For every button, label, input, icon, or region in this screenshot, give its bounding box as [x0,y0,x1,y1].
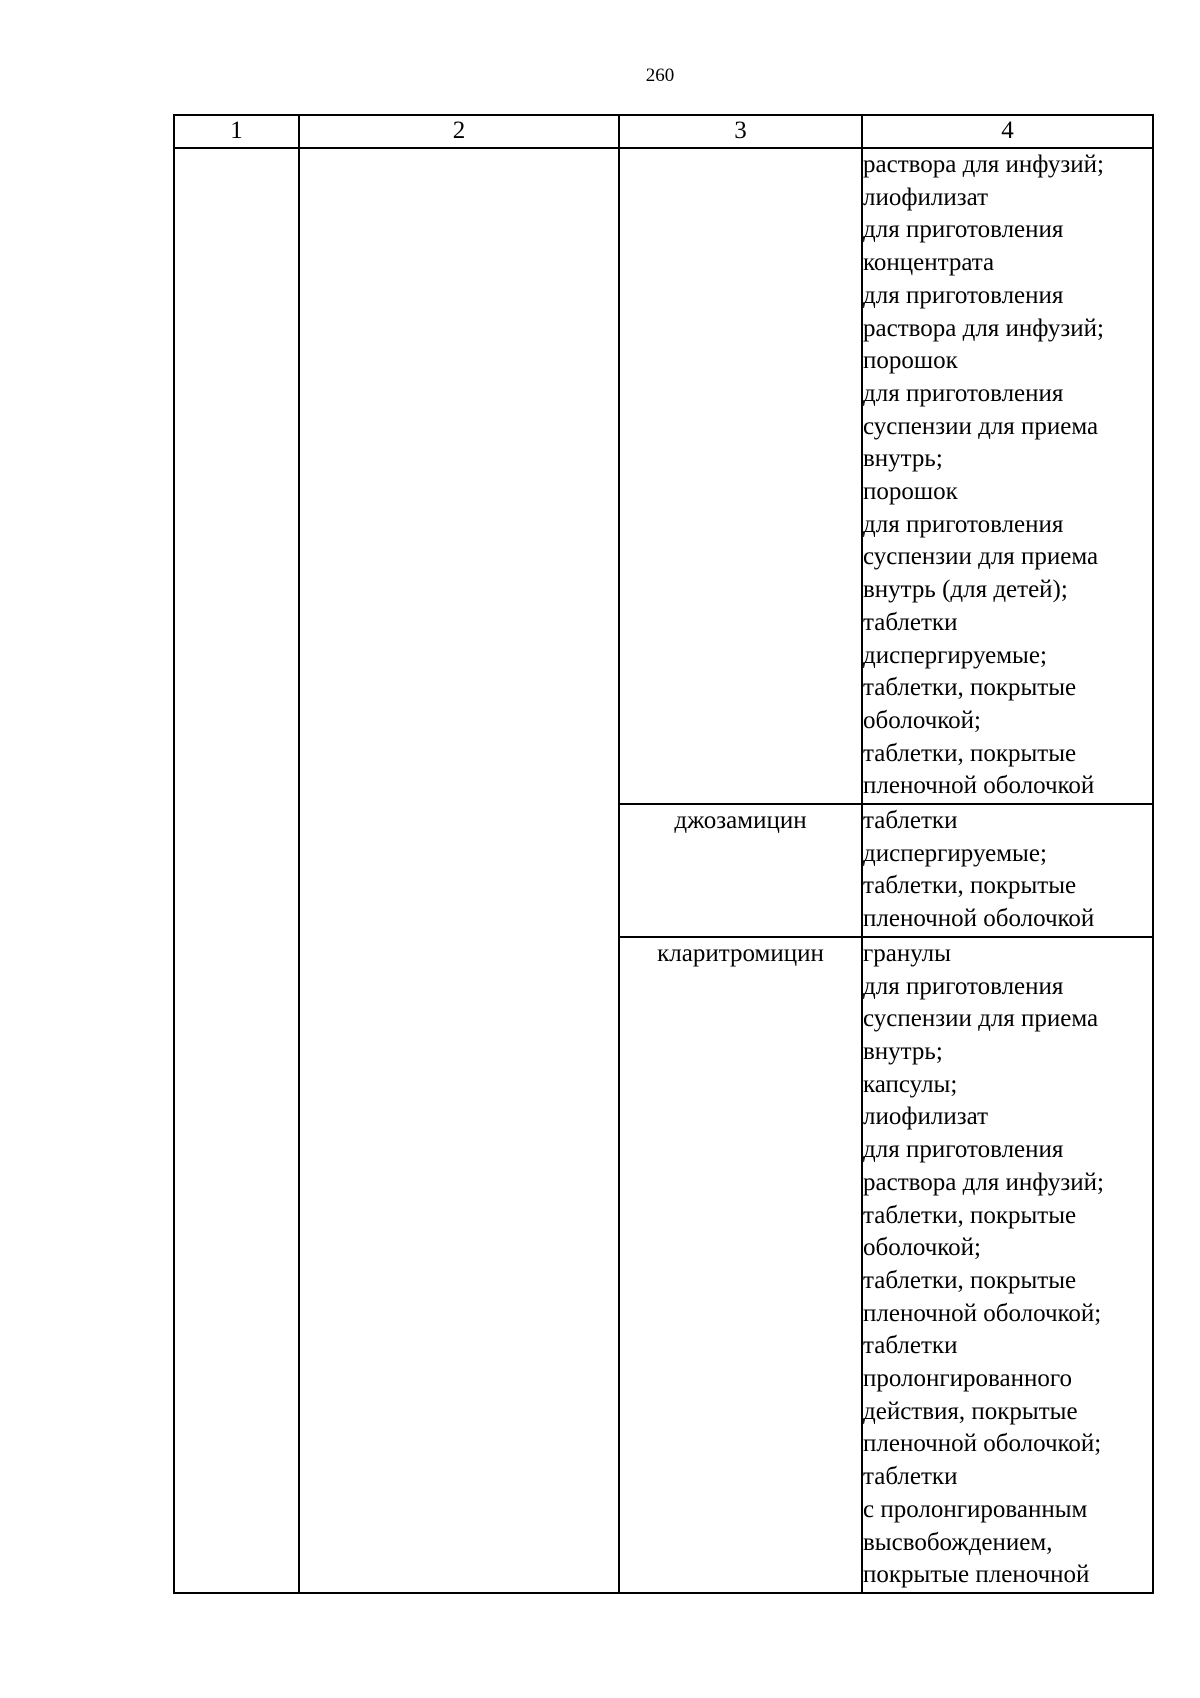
dosage-form-line: гранулы [863,939,951,967]
dosage-form-line: таблетки, покрытые [863,1266,1077,1294]
dosage-form-line: суспензии для приема [863,1005,1099,1033]
dosage-form-line: диспергируемые; [863,839,1047,867]
dosage-form-line: таблетки, покрытые [863,872,1077,900]
dosage-form-line: диспергируемые; [863,641,1047,669]
header-col-3: 3 [619,115,862,148]
drug-name-cell: джозамицин [619,804,862,937]
dosage-form-line: капсулы; [863,1070,958,1098]
dosage-form-line: порошок [863,478,958,506]
table-header-row [174,115,1153,148]
drug-name-cell: кларитромицин [619,937,862,1593]
drug-name-cell [619,148,862,804]
dosage-form-line: внутрь; [863,445,943,473]
dosage-form-line: раствора для инфузий; [863,314,1104,342]
drug-table [173,114,1154,1594]
dosage-form-line: оболочкой; [863,706,981,734]
col1-cell [174,148,299,1593]
dosage-form-line: таблетки, покрытые [863,674,1077,702]
dosage-form-line: действия, покрытые [863,1397,1078,1425]
dosage-forms-cell [862,937,1153,1593]
dosage-form-line: внутрь (для детей); [863,576,1068,604]
dosage-form-line: пленочной оболочкой; [863,1299,1102,1327]
dosage-forms-cell [862,804,1153,937]
dosage-form-line: высвобождением, [863,1528,1053,1556]
dosage-form-line: таблетки, покрытые [863,739,1077,767]
dosage-forms-cell [862,148,1153,804]
dosage-form-line: оболочкой; [863,1234,981,1262]
dosage-form-line: пролонгированного [863,1365,1072,1393]
dosage-form-line: таблетки [863,1332,958,1360]
dosage-form-line: пленочной оболочкой [863,772,1095,800]
dosage-form-line: таблетки [863,1463,958,1491]
dosage-form-line: раствора для инфузий; [863,151,1104,178]
header-col-2: 2 [299,115,619,148]
dosage-form-line: покрытые пленочной [863,1561,1090,1589]
dosage-form-line: для приготовления [863,281,1064,309]
table-row [174,148,1153,804]
dosage-form-line: лиофилизат [863,183,989,211]
dosage-form-line: внутрь; [863,1037,943,1065]
dosage-form-line: таблетки, покрытые [863,1201,1077,1229]
dosage-form-line: с пролонгированным [863,1495,1088,1523]
dosage-form-line: для приготовления [863,216,1064,244]
dosage-form-line: для приготовления [863,510,1064,538]
dosage-form-line: раствора для инфузий; [863,1168,1104,1196]
header-col-4: 4 [862,115,1153,148]
dosage-form-line: пленочной оболочкой [863,905,1095,933]
dosage-form-line: пленочной оболочкой; [863,1430,1102,1458]
header-col-1: 1 [174,115,299,148]
dosage-form-line: для приготовления [863,972,1064,1000]
dosage-form-line: концентрата [863,249,995,277]
dosage-form-line: таблетки [863,608,958,636]
dosage-form-line: для приготовления [863,379,1064,407]
dosage-form-line: порошок [863,347,958,375]
page-number: 260 [645,65,675,86]
dosage-form-line: для приготовления [863,1136,1064,1164]
dosage-form-line: суспензии для приема [863,412,1099,440]
dosage-form-line: лиофилизат [863,1103,989,1131]
dosage-form-line: таблетки [863,807,958,835]
dosage-form-line: суспензии для приема [863,543,1099,571]
col2-cell [299,148,619,1593]
